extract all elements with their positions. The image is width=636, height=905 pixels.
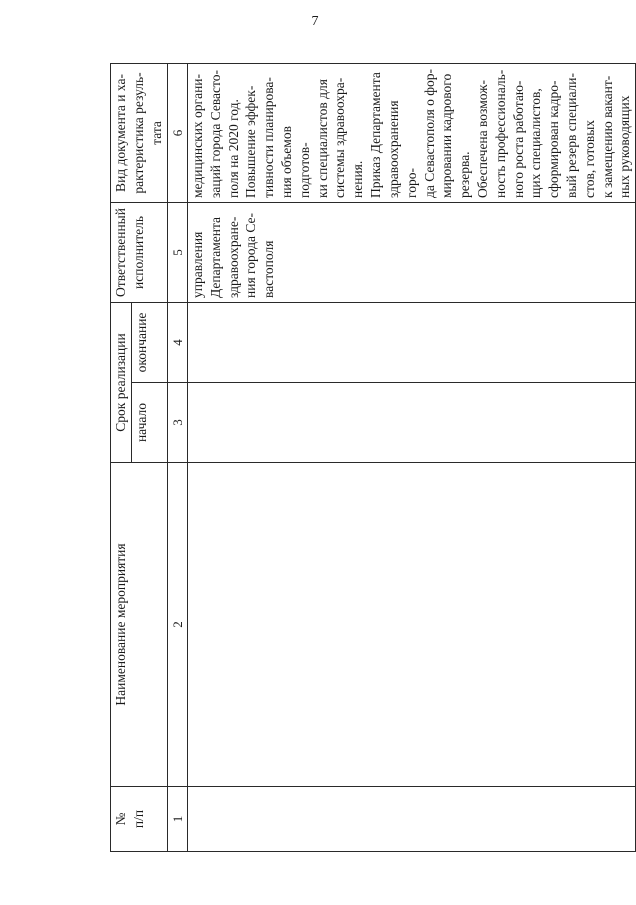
- header-activity-name: Наименование мероприятия: [111, 463, 168, 787]
- header-number: № п/п: [111, 787, 168, 852]
- plan-table-frame: [110, 64, 633, 852]
- row-end: [187, 302, 635, 382]
- row-start: [187, 383, 635, 463]
- column-number-4: 4: [167, 302, 187, 382]
- page-number: 7: [311, 14, 319, 29]
- header-result: Вид документа и ха- рактеристика резуль- тата: [111, 63, 168, 202]
- row-number: [187, 787, 635, 852]
- row-result: медицинских органи- заций города Севасто- поля на 2020 год. Повышение эффек- тивности планирова- ния объемов подготов- ки специалистов для системы здравоохра- нения. Приказ Департамента здравоохранения горо- да Севастополя о фор- мировании кадрового резерва. Обеспечена возмож- ность профессиональ- ного роста работаю- щих специалистов, сформирован кадро- вый резерв специали- стов, готовых к замещению вакант- ных руководящих: [187, 63, 635, 202]
- row-responsible: управления Департамента здравоохране- ния города Се- вастополя: [187, 202, 635, 302]
- column-number-1: 1: [167, 787, 187, 852]
- column-number-6: 6: [167, 63, 187, 202]
- header-responsible: Ответственный исполнитель: [111, 202, 168, 302]
- column-number-2: 2: [167, 463, 187, 787]
- header-start: начало: [131, 383, 167, 463]
- column-number-5: 5: [167, 202, 187, 302]
- header-implementation-period: Срок реализации: [111, 302, 132, 462]
- column-number-3: 3: [167, 383, 187, 463]
- row-activity-name: [187, 463, 635, 787]
- table-row: [187, 63, 635, 851]
- header-end: окончание: [131, 302, 167, 382]
- rotated-table-container: [110, 64, 633, 852]
- plan-table: [110, 63, 636, 852]
